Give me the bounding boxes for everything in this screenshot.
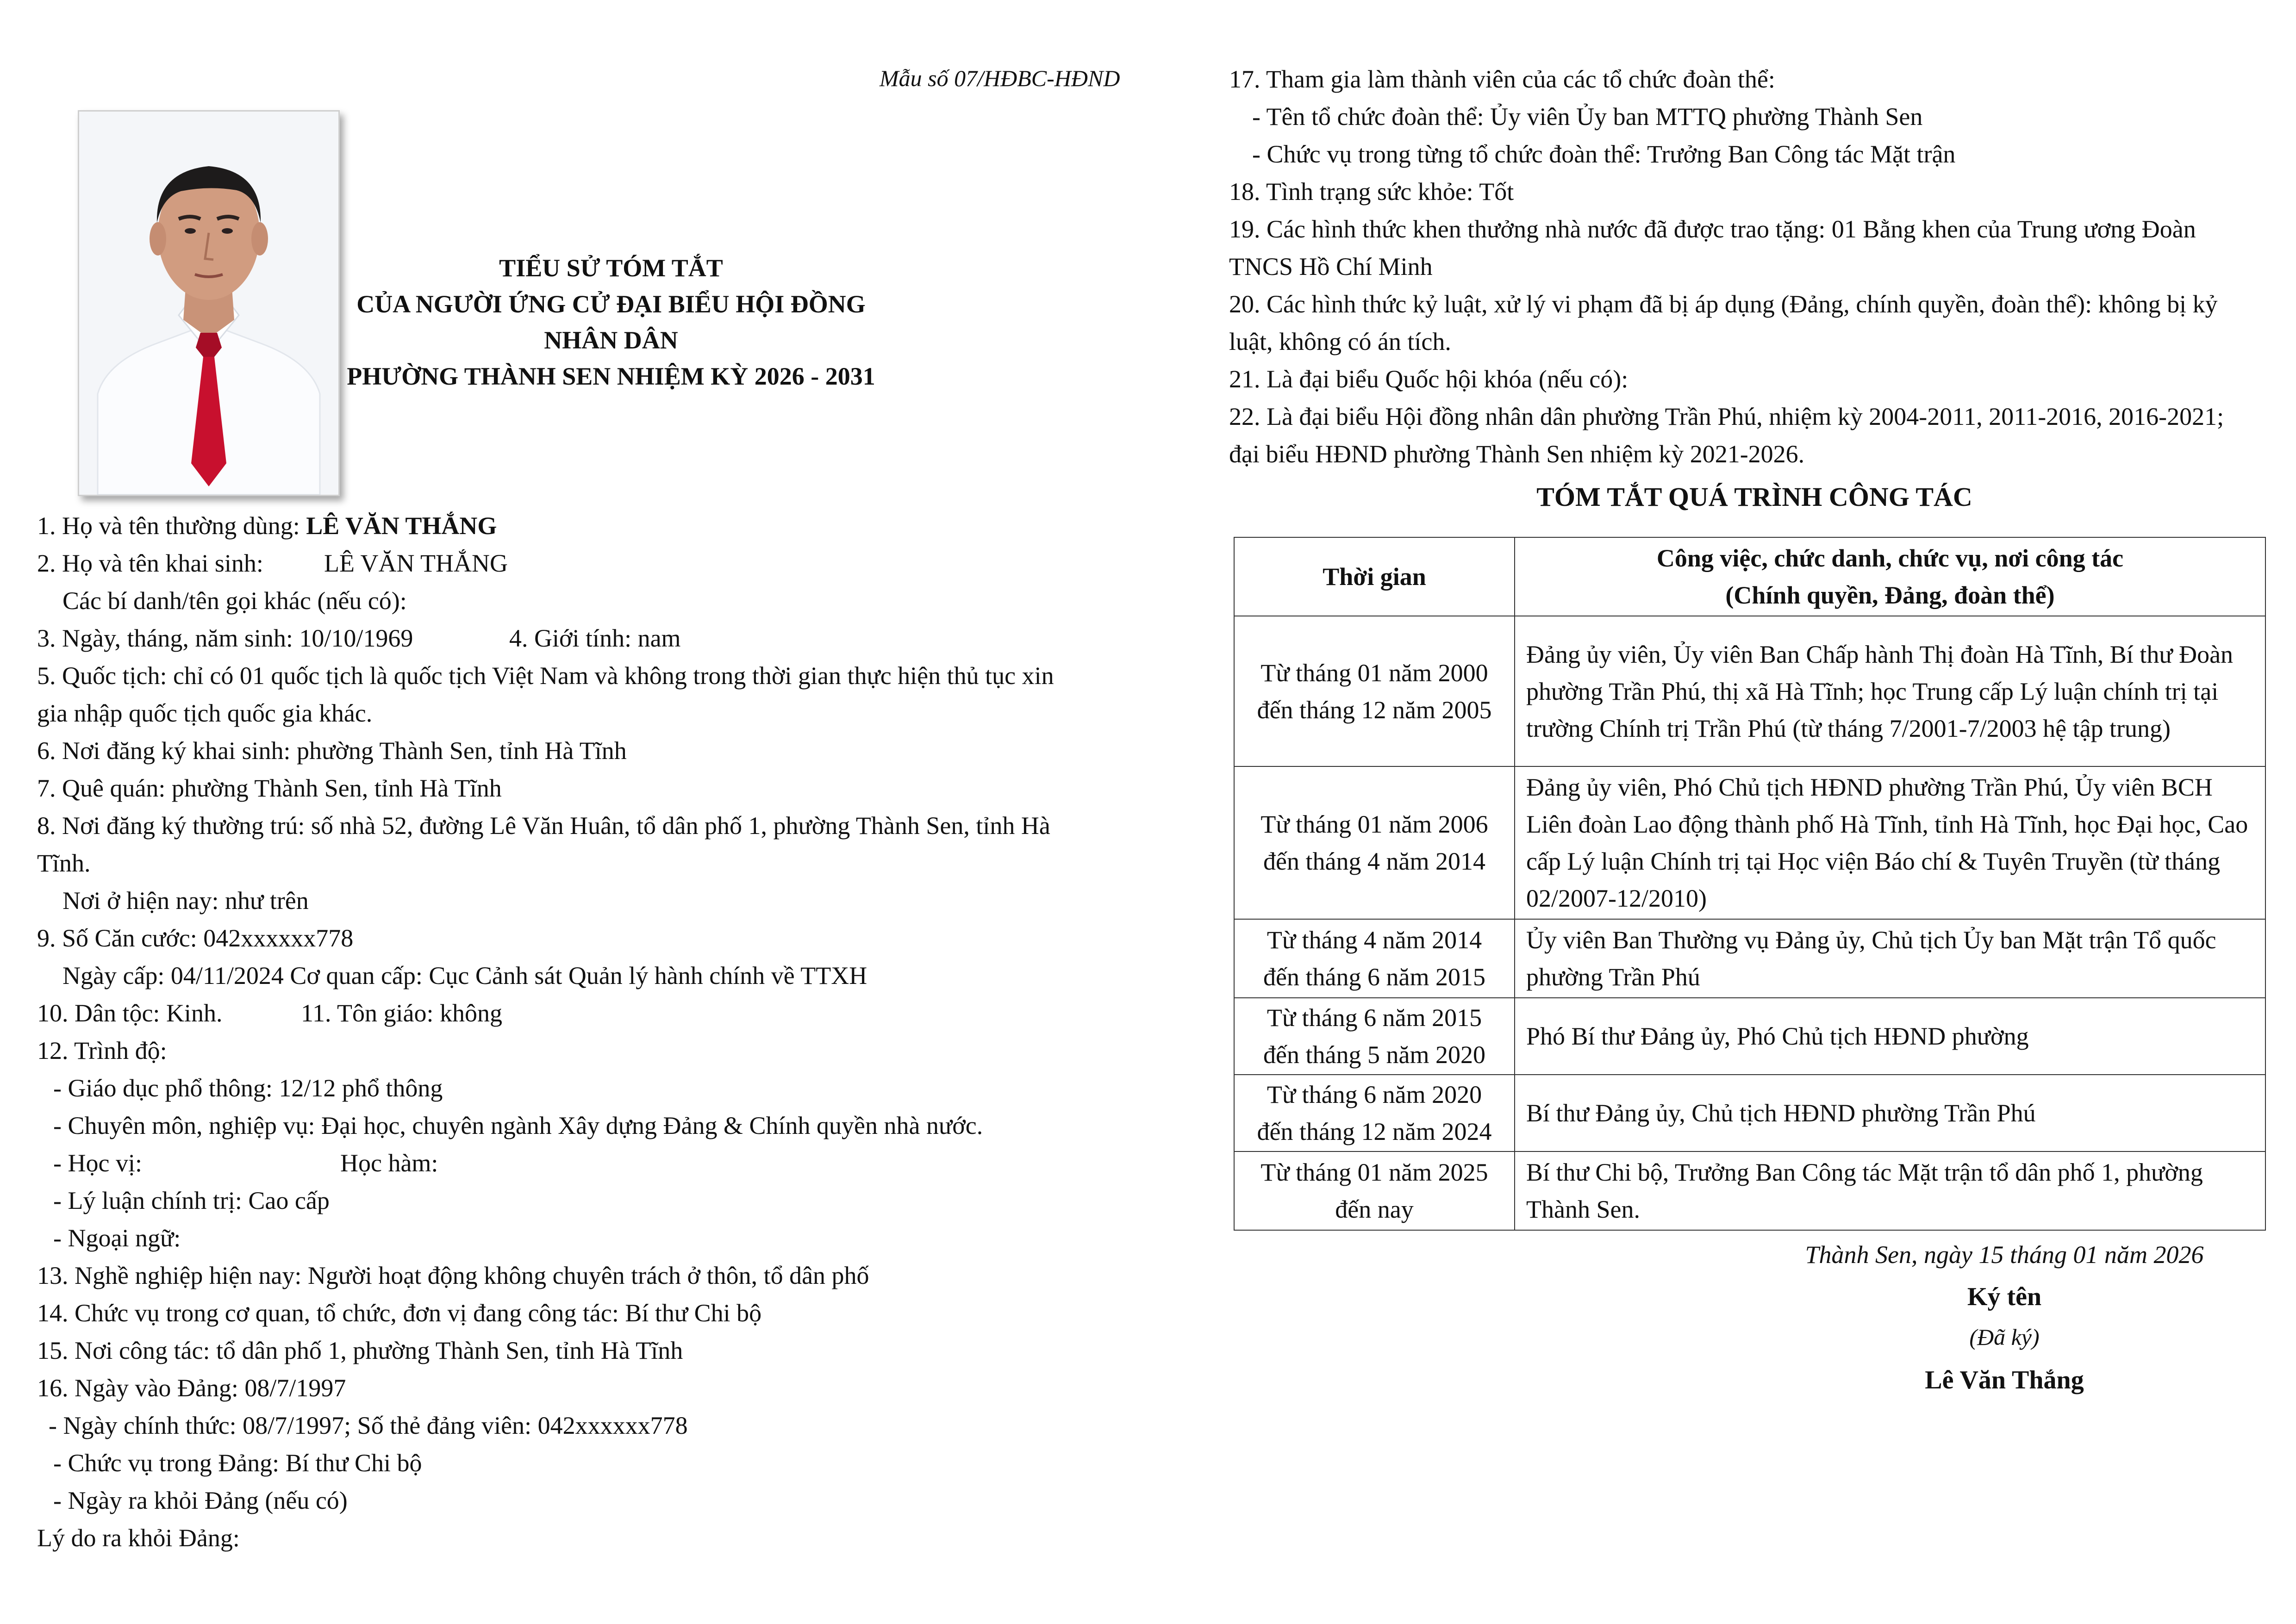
header-description-line-2: (Chính quyền, Đảng, đoàn thể) — [1725, 581, 2055, 609]
field-position: 14. Chức vụ trong cơ quan, tổ chức, đơn vị đang công tác: Bí thư Chi bộ — [37, 1299, 762, 1327]
header-description — [1515, 537, 2265, 616]
field-label: 1. Họ và tên thường dùng: — [37, 512, 300, 540]
field-workplace: 15. Nơi công tác: tổ dân phố 1, phường Thành Sen, tỉnh Hà Tĩnh — [37, 1337, 683, 1364]
table-row — [1234, 766, 2265, 919]
header-time: Thời gian — [1234, 537, 1515, 616]
field-education-heading: 12. Trình độ: — [37, 1037, 167, 1064]
row-time-from: Từ tháng 4 năm 2014 — [1267, 926, 1482, 954]
field-organization-name: - Tên tổ chức đoàn thể: Ủy viên Ủy ban MTTQ phường Thành Sen — [1252, 103, 1923, 131]
field-party-position: - Chức vụ trong Đảng: Bí thư Chi bộ — [53, 1449, 422, 1477]
row-time — [1234, 1075, 1515, 1151]
field-council-member-cont: đại biểu HĐND phường Thành Sen nhiệm kỳ 2021-2026. — [1229, 440, 1805, 468]
field-current-residence: Nơi ở hiện nay: như trên — [62, 887, 309, 915]
document-title — [338, 250, 884, 394]
field-birth-name-value: LÊ VĂN THẮNG — [324, 549, 508, 577]
row-time — [1234, 1151, 1515, 1230]
field-party-leave-reason: Lý do ra khỏi Đảng: — [37, 1524, 240, 1552]
field-gender: 4. Giới tính: nam — [509, 624, 681, 652]
field-birth-date: 3. Ngày, tháng, năm sinh: 10/10/1969 — [37, 624, 413, 652]
field-academic-title: Học hàm: — [340, 1149, 438, 1177]
field-awards-cont: TNCS Hồ Chí Minh — [1229, 253, 1433, 280]
row-description: Ủy viên Ban Thường vụ Đảng ủy, Chủ tịch Ủy ban Mặt trận Tổ quốc phường Trần Phú — [1515, 919, 2265, 998]
row-time — [1234, 998, 1515, 1075]
field-permanent-residence: 8. Nơi đăng ký thường trú: số nhà 52, đường Lê Văn Huân, tổ dân phố 1, phường Thành Sen, tỉnh Hà — [37, 812, 1050, 840]
row-time-to: đến tháng 4 năm 2014 — [1263, 847, 1485, 875]
row-description: Đảng ủy viên, Phó Chủ tịch HĐND phường Trần Phú, Ủy viên BCH Liên đoàn Lao động thành phố Hà Tĩnh, tỉnh Hà Tĩnh, học Đại học, Cao cấp Lý luận Chính trị tại Học viện Báo chí & Tuyên Truyền (từ tháng 02/2007-12/2010) — [1515, 766, 2265, 919]
row-time-to: đến tháng 12 năm 2024 — [1257, 1118, 1492, 1145]
row-time-from: Từ tháng 6 năm 2020 — [1267, 1081, 1482, 1108]
field-value: LÊ VĂN THẮNG — [306, 512, 497, 540]
row-description: Đảng ủy viên, Ủy viên Ban Chấp hành Thị đoàn Hà Tĩnh, Bí thư Đoàn phường Trần Phú, thị xã Hà Tĩnh; học Trung cấp Lý luận chính trị tại trường Chính trị Trần Phú (từ tháng 7/2001-7/2003 hệ tập trung) — [1515, 616, 2265, 766]
header-description-line-1: Công việc, chức danh, chức vụ, nơi công tác — [1656, 544, 2124, 572]
field-party-join-date: 16. Ngày vào Đảng: 08/7/1997 — [37, 1374, 346, 1402]
row-description: Bí thư Đảng ủy, Chủ tịch HĐND phường Trần Phú — [1515, 1075, 2265, 1151]
row-time-from: Từ tháng 01 năm 2025 — [1260, 1158, 1488, 1186]
field-organizations: 17. Tham gia làm thành viên của các tổ chức đoàn thể: — [1229, 65, 1775, 93]
field-national-assembly: 21. Là đại biểu Quốc hội khóa (nếu có): — [1229, 365, 1628, 393]
table-row — [1234, 1151, 2265, 1230]
field-aliases: Các bí danh/tên gọi khác (nếu có): — [62, 587, 407, 615]
row-time — [1234, 766, 1515, 919]
row-time-from: Từ tháng 01 năm 2006 — [1260, 810, 1488, 838]
portrait-photo — [78, 110, 340, 496]
field-id-number: 9. Số Căn cước: 042xxxxxx778 — [37, 924, 354, 952]
field-discipline: 20. Các hình thức kỷ luật, xử lý vi phạm đã bị áp dụng (Đảng, chính quyền, đoàn thể): không bị kỷ — [1229, 290, 2218, 318]
form-code: Mẫu số 07/HĐBC-HĐND — [880, 65, 1120, 91]
work-history-table — [1234, 537, 2266, 1231]
row-description: Phó Bí thư Đảng ủy, Phó Chủ tịch HĐND phường — [1515, 998, 2265, 1075]
field-health: 18. Tình trạng sức khỏe: Tốt — [1229, 178, 1514, 205]
row-time-to: đến tháng 12 năm 2005 — [1257, 696, 1492, 724]
title-line-2: CỦA NGƯỜI ỨNG CỬ ĐẠI BIỂU HỘI ĐỒNG NHÂN DÂN — [356, 290, 866, 354]
field-nationality-cont: gia nhập quốc tịch quốc gia khác. — [37, 699, 373, 727]
field-council-member: 22. Là đại biểu Hội đồng nhân dân phường Trần Phú, nhiệm kỳ 2004-2011, 2011-2016, 2016-2021; — [1229, 403, 2224, 430]
row-time — [1234, 616, 1515, 766]
field-specialty: - Chuyên môn, nghiệp vụ: Đại học, chuyên ngành Xây dựng Đảng & Chính quyền nhà nước. — [53, 1112, 983, 1139]
field-common-name — [37, 511, 497, 540]
field-hometown: 7. Quê quán: phường Thành Sen, tỉnh Hà Tĩnh — [37, 774, 502, 802]
field-birth-registration: 6. Nơi đăng ký khai sinh: phường Thành Sen, tỉnh Hà Tĩnh — [37, 737, 627, 765]
field-foreign-language: - Ngoại ngữ: — [53, 1224, 181, 1252]
row-time-from: Từ tháng 01 năm 2000 — [1260, 659, 1488, 687]
field-occupation: 13. Nghề nghiệp hiện nay: Người hoạt động không chuyên trách ở thôn, tổ dân phố — [37, 1262, 869, 1289]
field-nationality: 5. Quốc tịch: chỉ có 01 quốc tịch là quốc tịch Việt Nam và không trong thời gian thực hiện thủ tục xin — [37, 662, 1054, 690]
field-discipline-cont: luật, không có án tích. — [1229, 328, 1451, 355]
signature-place-date: Thành Sen, ngày 15 tháng 01 năm 2026 — [1805, 1241, 2204, 1269]
field-party-leave-date: - Ngày ra khỏi Đảng (nếu có) — [53, 1487, 348, 1514]
row-time-to: đến tháng 6 năm 2015 — [1263, 963, 1485, 991]
table-row — [1234, 919, 2265, 998]
field-general-education: - Giáo dục phổ thông: 12/12 phổ thông — [53, 1074, 443, 1102]
row-time-to: đến nay — [1335, 1195, 1414, 1223]
title-line-1: TIỂU SỬ TÓM TẮT — [499, 254, 723, 282]
row-description: Bí thư Chi bộ, Trưởng Ban Công tác Mặt trận tổ dân phố 1, phường Thành Sen. — [1515, 1151, 2265, 1230]
field-id-issue: Ngày cấp: 04/11/2024 Cơ quan cấp: Cục Cảnh sát Quản lý hành chính về TTXH — [62, 962, 867, 989]
signature-signed-note: (Đã ký) — [1969, 1324, 2040, 1350]
row-time-from: Từ tháng 6 năm 2015 — [1267, 1004, 1482, 1032]
portrait-image — [79, 112, 338, 495]
field-political-theory: - Lý luận chính trị: Cao cấp — [53, 1187, 330, 1214]
work-history-title: TÓM TẮT QUÁ TRÌNH CÔNG TÁC — [1536, 482, 1972, 512]
field-ethnicity: 10. Dân tộc: Kinh. — [37, 999, 223, 1027]
field-religion: 11. Tôn giáo: không — [301, 999, 502, 1027]
signature-label: Ký tên — [1967, 1282, 2042, 1311]
row-time — [1234, 919, 1515, 998]
field-birth-name-label: 2. Họ và tên khai sinh: — [37, 549, 263, 577]
row-time-to: đến tháng 5 năm 2020 — [1263, 1041, 1485, 1069]
table-row — [1234, 616, 2265, 766]
field-awards: 19. Các hình thức khen thưởng nhà nước đã được trao tặng: 01 Bằng khen của Trung ương Đoàn — [1229, 215, 2196, 243]
field-organization-role: - Chức vụ trong từng tổ chức đoàn thể: Trưởng Ban Công tác Mặt trận — [1252, 140, 1956, 168]
table-header-row — [1234, 537, 2265, 616]
table-row — [1234, 1075, 2265, 1151]
field-degree: - Học vị: — [53, 1149, 142, 1177]
title-line-3: PHƯỜNG THÀNH SEN NHIỆM KỲ 2026 - 2031 — [347, 362, 875, 390]
signature-name: Lê Văn Thắng — [1925, 1366, 2084, 1394]
field-party-official-date: - Ngày chính thức: 08/7/1997; Số thẻ đảng viên: 042xxxxxx778 — [49, 1412, 688, 1439]
table-row — [1234, 998, 2265, 1075]
field-permanent-residence-cont: Tĩnh. — [37, 849, 91, 877]
